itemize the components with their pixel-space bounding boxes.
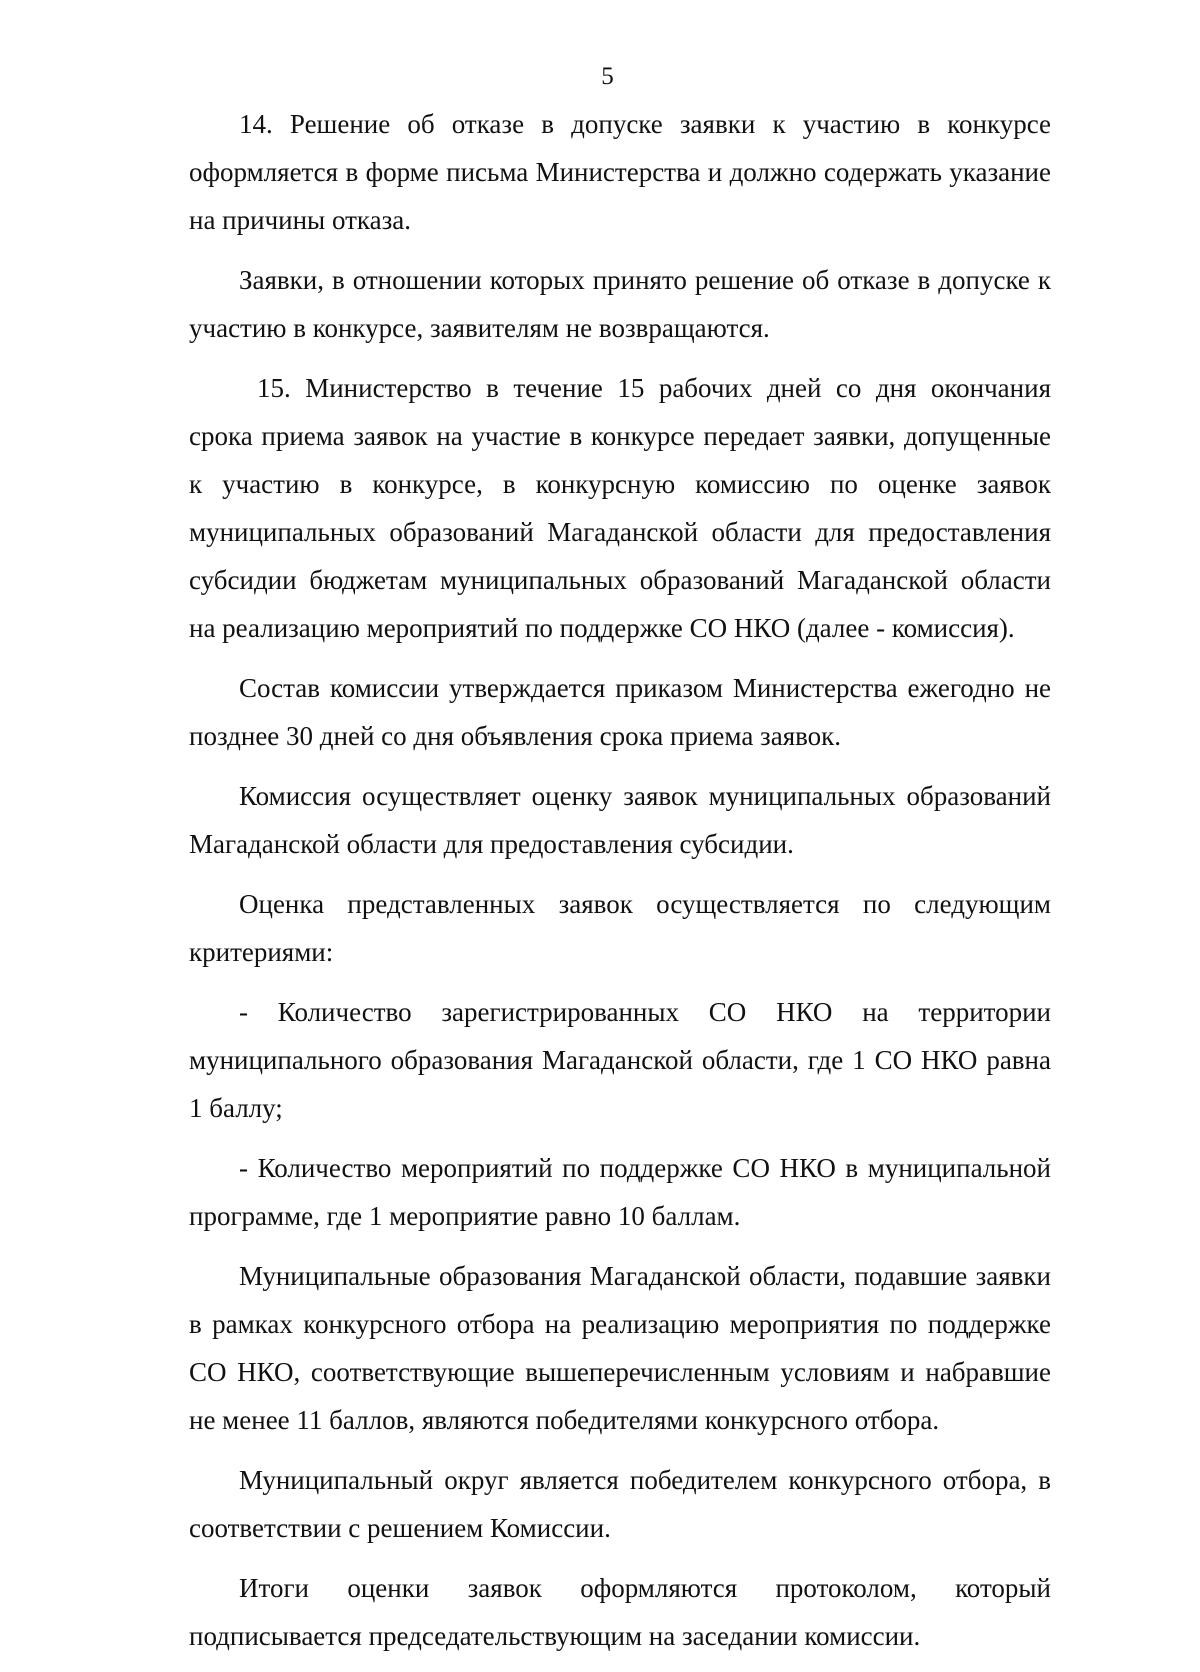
paragraph-commission-composition: Состав комиссии утверждается приказом Министерства ежегодно не позднее 30 дней со дня объявления срока приема заявок.: [189, 673, 1051, 751]
paragraph-winners-conditions: Муниципальные образования Магаданской области, подавшие заявки в рамках конкурсного отбора на реализацию мероприятия по поддержке СО НКО, соответствующие вышеперечисленным условиям и набравшие не менее 11 баллов, являются победителями конкурсного отбора.: [189, 1261, 1051, 1435]
document-body: [189, 100, 1051, 1672]
paragraph-rejected-applications: Заявки, в отношении которых принято решение об отказе в допуске к участию в конкурсе, заявителям не возвращаются.: [189, 265, 1051, 343]
paragraph-evaluation-criteria-intro: Оценка представленных заявок осуществляется по следующим критериями:: [189, 889, 1051, 967]
paragraph-14-refusal-decision: 14. Решение об отказе в допуске заявки к участию в конкурсе оформляется в форме письма Министерства и должно содержать указание на причины отказа.: [189, 109, 1051, 235]
page-number: 5: [601, 63, 614, 90]
paragraph-municipal-district-winner: Муниципальный округ является победителем конкурсного отбора, в соответствии с решением Комиссии.: [189, 1465, 1051, 1543]
paragraph-15-commission-transfer: 15. Министерство в течение 15 рабочих дней со дня окончания срока приема заявок на участие в конкурсе передает заявки, допущенные к участию в конкурсе, в конкурсную комиссию по оценке заявок муниципальных образований Магаданской области для предоставления субсидии бюджетам муниципальных образований Магаданской области на реализацию мероприятий по поддержке СО НКО (далее - комиссия).: [189, 373, 1051, 643]
paragraph-commission-evaluation: Комиссия осуществляет оценку заявок муниципальных образований Магаданской области для предоставления субсидии.: [189, 781, 1051, 859]
paragraph-evaluation-protocol: Итоги оценки заявок оформляются протоколом, который подписывается председательствующим на заседании комиссии.: [189, 1573, 1051, 1651]
paragraph-criterion-registered-nko: - Количество зарегистрированных СО НКО на территории муниципального образования Магаданской области, где 1 СО НКО равна 1 баллу;: [189, 997, 1051, 1123]
paragraph-criterion-events-count: - Количество мероприятий по поддержке СО НКО в муниципальной программе, где 1 мероприятие равно 10 баллам.: [189, 1153, 1051, 1231]
